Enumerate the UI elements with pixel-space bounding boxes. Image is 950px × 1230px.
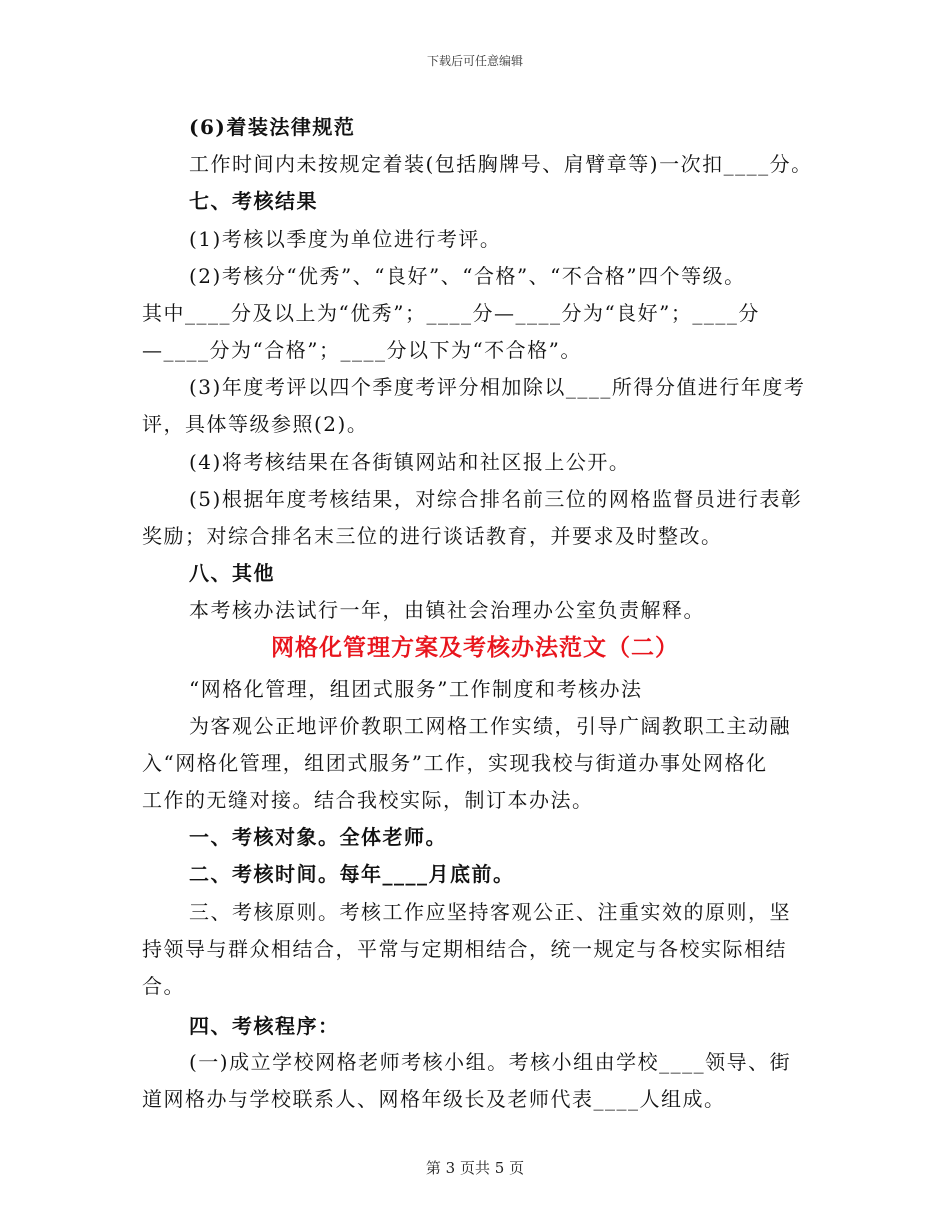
paragraph-line: 工作的无缝对接。结合我校实际，制订本办法。 — [142, 788, 594, 812]
section-heading-2: 二、考核时间。每年____月底前。 — [189, 862, 515, 886]
section-heading-1: 一、考核对象。全体老师。 — [189, 825, 447, 849]
clause-6-heading: (6)着装法律规范 — [189, 115, 356, 139]
subtitle-line: “网格化管理，组团式服务”工作制度和考核办法 — [189, 677, 643, 701]
paragraph-line: 奖励；对综合排名末三位的进行谈话教育，并要求及时整改。 — [142, 524, 723, 548]
paragraph-line: 评，具体等级参照(2)。 — [142, 412, 369, 436]
paragraph-line: 为客观公正地评价教职工网格工作实绩，引导广阔教职工主动融 — [189, 714, 791, 738]
paragraph-line: 工作时间内未按规定着装(包括胸牌号、肩臂章等)一次扣____分。 — [189, 152, 813, 176]
paragraph-line: (一)成立学校网格老师考核小组。考核小组由学校____领导、街 — [189, 1050, 792, 1074]
paragraph-line: 道网格办与学校联系人、网格年级长及老师代表____人组成。 — [142, 1087, 726, 1111]
document-title: 网格化管理方案及考核办法范文（二） — [271, 634, 679, 661]
paragraph-line: 本考核办法试行一年，由镇社会治理办公室负责解释。 — [189, 598, 705, 622]
paragraph-line: (5)根据年度考核结果，对综合排名前三位的网格监督员进行表彰 — [189, 487, 803, 511]
paragraph-line: 持领导与群众相结合，平常与定期相结合，统一规定与各校实际相结 — [142, 937, 787, 961]
section-heading-7: 七、考核结果 — [189, 189, 318, 213]
paragraph-line: 三、考核原则。考核工作应坚持客观公正、注重实效的原则，坚 — [189, 900, 791, 924]
paragraph-line: 其中____分及以上为“优秀”；____分—____分为“良好”；____分 — [142, 301, 760, 325]
section-heading-4: 四、考核程序： — [189, 1014, 340, 1038]
page-header-note: 下载后可任意编辑 — [426, 54, 523, 68]
section-heading-8: 八、其他 — [189, 561, 275, 585]
paragraph-line: —____分为“合格”；____分以下为“不合格”。 — [142, 338, 582, 362]
paragraph-line: 入“网格化管理，组团式服务”工作，实现我校与街道办事处网格化 — [142, 751, 768, 775]
paragraph-line: (4)将考核结果在各街镇网站和社区报上公开。 — [189, 450, 631, 474]
paragraph-line: 合。 — [142, 974, 185, 998]
paragraph-line: (3)年度考评以四个季度考评分相加除以____所得分值进行年度考 — [189, 375, 806, 399]
paragraph-line: (1)考核以季度为单位进行考评。 — [189, 227, 502, 251]
paragraph-line: (2)考核分“优秀”、“良好”、“合格”、“不合格”四个等级。 — [189, 264, 746, 288]
page-number: 第 3 页共 5 页 — [425, 1159, 525, 1177]
